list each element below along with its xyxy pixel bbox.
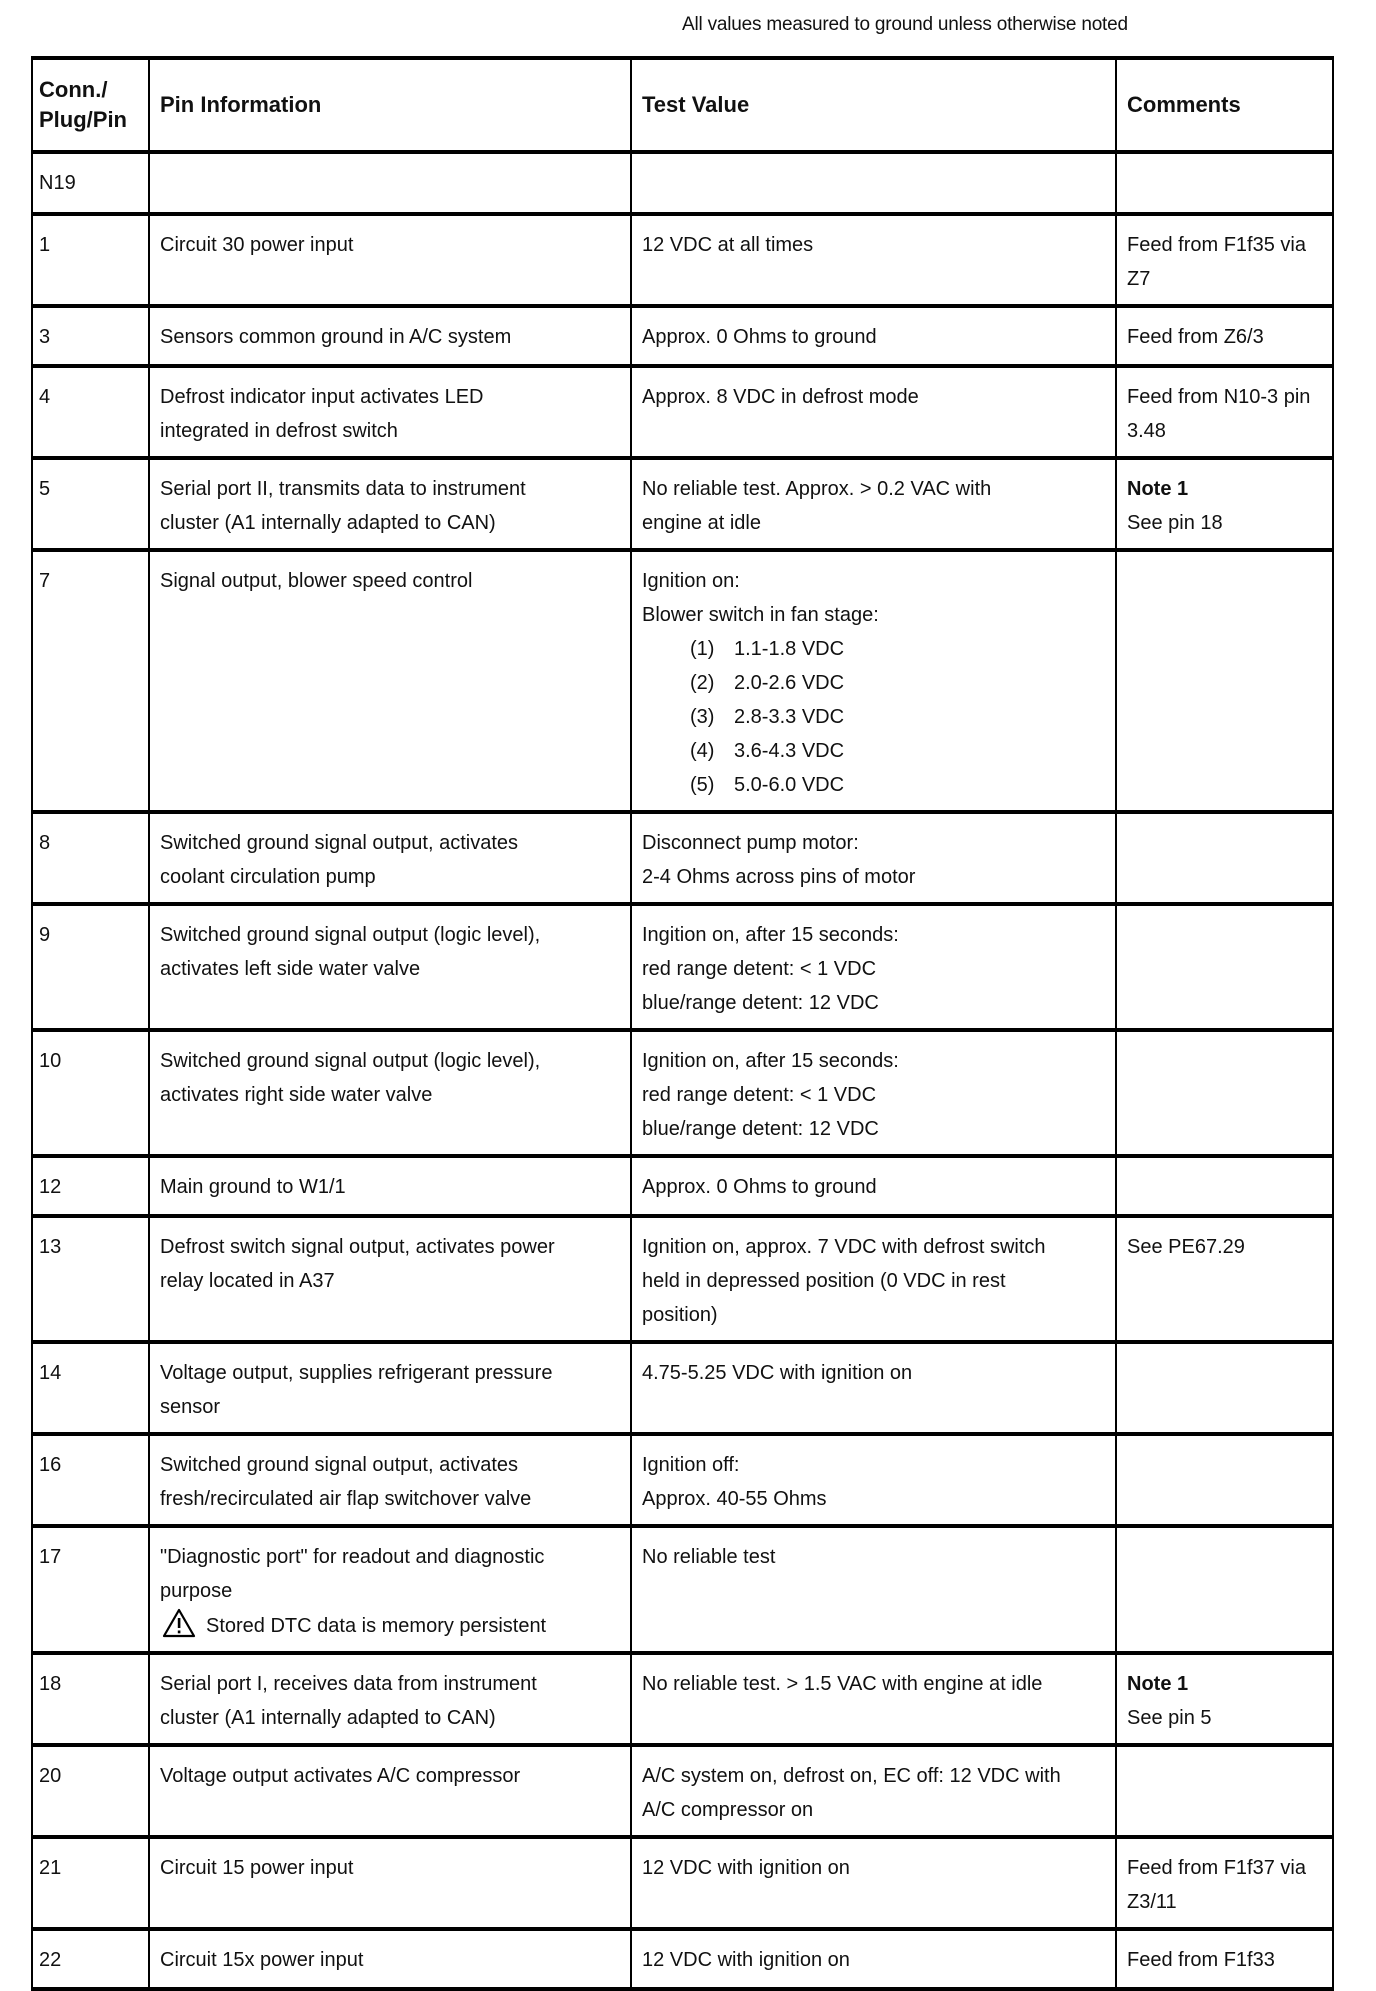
- comments: [1116, 306, 1333, 366]
- comments: [1116, 904, 1333, 1030]
- test-value-line: 4.75-5.25 VDC with ignition on: [642, 1362, 913, 1384]
- warning-note: [160, 1608, 620, 1643]
- pin-info-line: Serial port I, receives data from instrument: [160, 1673, 537, 1695]
- empty-cell: [1116, 152, 1333, 214]
- test-value-line: A/C compressor on: [642, 1799, 814, 1821]
- table-row: [32, 1216, 1333, 1342]
- note-reference: Note 1: [1127, 478, 1189, 500]
- table-row: [32, 1653, 1333, 1745]
- test-value: [631, 366, 1116, 458]
- pin-information: [149, 214, 631, 306]
- pin-information: [149, 550, 631, 812]
- test-value: [631, 812, 1116, 904]
- fan-stage: [642, 632, 1105, 666]
- test-value-line: No reliable test. Approx. > 0.2 VAC with: [642, 478, 992, 500]
- comments: [1116, 1653, 1333, 1745]
- comments: [1116, 1030, 1333, 1156]
- pin-info-line: Circuit 30 power input: [160, 234, 354, 256]
- test-value-line: Approx. 0 Ohms to ground: [642, 326, 877, 348]
- fan-stage-voltage: 3.6-4.3 VDC: [734, 740, 845, 762]
- pin-information: [149, 306, 631, 366]
- comments: [1116, 366, 1333, 458]
- table-row: [32, 550, 1333, 812]
- test-value-line: red range detent: < 1 VDC: [642, 1084, 877, 1106]
- pin-information: [149, 904, 631, 1030]
- pin-info-line: integrated in defrost switch: [160, 420, 398, 442]
- pin-information: [149, 1030, 631, 1156]
- fan-stage: [642, 700, 1105, 734]
- pin-information: [149, 1929, 631, 1989]
- table-row: [32, 812, 1333, 904]
- test-value-line: Ignition on:: [642, 570, 740, 592]
- header-conn-line-2: Plug/Pin: [39, 107, 127, 132]
- pin-info-line: relay located in A37: [160, 1270, 335, 1292]
- pin-number: 17: [32, 1526, 149, 1653]
- pin-info-line: Signal output, blower speed control: [160, 570, 473, 592]
- comment-line: Feed from N10-3 pin: [1127, 386, 1311, 408]
- pin-test-table: [31, 56, 1334, 1991]
- warning-triangle-icon: [160, 1615, 206, 1637]
- test-value-line: blue/range detent: 12 VDC: [642, 992, 879, 1014]
- pin-information: [149, 1745, 631, 1837]
- comment-line: Z7: [1127, 268, 1151, 290]
- test-value-line: Ignition on, after 15 seconds:: [642, 1050, 899, 1072]
- header-conn-line-1: Conn./: [39, 77, 108, 102]
- pin-info-line: Sensors common ground in A/C system: [160, 326, 512, 348]
- test-value-line: held in depressed position (0 VDC in rest: [642, 1270, 1006, 1292]
- table-row: [32, 1030, 1333, 1156]
- pin-info-line: Switched ground signal output (logic level),: [160, 1050, 541, 1072]
- fan-stage-number: (4): [690, 740, 715, 762]
- test-value: [631, 1030, 1116, 1156]
- fan-stage: [642, 666, 1105, 700]
- test-value: [631, 550, 1116, 812]
- test-value: [631, 306, 1116, 366]
- table-row: [32, 1526, 1333, 1653]
- comments: [1116, 812, 1333, 904]
- comment-line: Feed from Z6/3: [1127, 326, 1264, 348]
- connector-id: N19: [32, 152, 149, 214]
- pin-information: [149, 1434, 631, 1526]
- table-row: [32, 1156, 1333, 1216]
- pin-number: 9: [32, 904, 149, 1030]
- empty-cell: [631, 152, 1116, 214]
- comment-line: 3.48: [1127, 420, 1166, 442]
- test-value: [631, 904, 1116, 1030]
- pin-number: 12: [32, 1156, 149, 1216]
- pin-number: 22: [32, 1929, 149, 1989]
- header-comments: Comments: [1116, 58, 1333, 152]
- test-value-line: Approx. 8 VDC in defrost mode: [642, 386, 919, 408]
- pin-info-line: "Diagnostic port" for readout and diagnostic: [160, 1546, 545, 1568]
- pin-info-line: fresh/recirculated air flap switchover valve: [160, 1488, 532, 1510]
- comment-line: Z3/11: [1127, 1891, 1177, 1913]
- pin-number: 8: [32, 812, 149, 904]
- comment-line: See pin 5: [1127, 1707, 1212, 1729]
- test-value-line: engine at idle: [642, 512, 761, 534]
- test-value-line: Ignition off:: [642, 1454, 740, 1476]
- pin-info-line: Circuit 15 power input: [160, 1857, 354, 1879]
- pin-number: 16: [32, 1434, 149, 1526]
- pin-number: 20: [32, 1745, 149, 1837]
- pin-number: 5: [32, 458, 149, 550]
- pin-information: [149, 1837, 631, 1929]
- table-row: [32, 366, 1333, 458]
- pin-information: [149, 1216, 631, 1342]
- pin-number: 10: [32, 1030, 149, 1156]
- fan-stage-voltage: 2.0-2.6 VDC: [734, 672, 845, 694]
- test-value-line: blue/range detent: 12 VDC: [642, 1118, 879, 1140]
- pin-information: [149, 1653, 631, 1745]
- comments: [1116, 1342, 1333, 1434]
- fan-stage-number: (5): [690, 774, 715, 796]
- comment-line: See PE67.29: [1127, 1236, 1245, 1258]
- fan-stage-number: (3): [690, 706, 715, 728]
- fan-stage-number: (2): [690, 672, 715, 694]
- pin-info-line: purpose: [160, 1580, 233, 1602]
- comments: [1116, 1434, 1333, 1526]
- pin-info-line: Circuit 15x power input: [160, 1949, 364, 1971]
- test-value: [631, 1156, 1116, 1216]
- table-header-row: [32, 58, 1333, 152]
- test-value: [631, 1216, 1116, 1342]
- test-value: [631, 1745, 1116, 1837]
- comments: [1116, 1526, 1333, 1653]
- fan-stage: [642, 768, 1105, 802]
- pin-info-line: Switched ground signal output, activates: [160, 1454, 518, 1476]
- test-value: [631, 1929, 1116, 1989]
- comments: [1116, 458, 1333, 550]
- test-value-line: Approx. 0 Ohms to ground: [642, 1176, 877, 1198]
- test-value: [631, 1653, 1116, 1745]
- pin-info-line: activates left side water valve: [160, 958, 421, 980]
- test-value-line: 2-4 Ohms across pins of motor: [642, 866, 916, 888]
- measurement-note: All values measured to ground unless otherwise noted: [682, 14, 1128, 35]
- pin-number: 21: [32, 1837, 149, 1929]
- comments: [1116, 214, 1333, 306]
- test-value-line: 12 VDC at all times: [642, 234, 814, 256]
- pin-info-line: Switched ground signal output (logic level),: [160, 924, 541, 946]
- pin-info-line: Defrost switch signal output, activates power: [160, 1236, 555, 1258]
- comments: [1116, 1929, 1333, 1989]
- fan-stage-voltage: 1.1-1.8 VDC: [734, 638, 845, 660]
- test-value-line: Ignition on, approx. 7 VDC with defrost switch: [642, 1236, 1046, 1258]
- test-value-line: Ingition on, after 15 seconds:: [642, 924, 899, 946]
- fan-stage-voltage: 2.8-3.3 VDC: [734, 706, 845, 728]
- table-row: [32, 1929, 1333, 1989]
- table-row: [32, 1342, 1333, 1434]
- pin-number: 18: [32, 1653, 149, 1745]
- pin-information: [149, 1156, 631, 1216]
- pin-number: 1: [32, 214, 149, 306]
- pin-information: [149, 458, 631, 550]
- test-value-line: 12 VDC with ignition on: [642, 1857, 850, 1879]
- table-row: [32, 904, 1333, 1030]
- table-row: [32, 214, 1333, 306]
- test-value: [631, 458, 1116, 550]
- pin-number: 3: [32, 306, 149, 366]
- pin-info-line: coolant circulation pump: [160, 866, 376, 888]
- comments: [1116, 550, 1333, 812]
- comments: [1116, 1837, 1333, 1929]
- table-row: [32, 458, 1333, 550]
- empty-cell: [149, 152, 631, 214]
- test-value: [631, 1837, 1116, 1929]
- test-value-line: No reliable test: [642, 1546, 776, 1568]
- pin-info-line: Voltage output activates A/C compressor: [160, 1765, 521, 1787]
- comments: [1116, 1156, 1333, 1216]
- test-value-line: red range detent: < 1 VDC: [642, 958, 877, 980]
- pin-information: [149, 1526, 631, 1653]
- header-pin-information: Pin Information: [149, 58, 631, 152]
- table-row: [32, 306, 1333, 366]
- connector-row: [32, 152, 1333, 214]
- test-value-line: Approx. 40-55 Ohms: [642, 1488, 827, 1510]
- note-reference: Note 1: [1127, 1673, 1189, 1695]
- warning-text: Stored DTC data is memory persistent: [206, 1615, 547, 1637]
- table-row: [32, 1837, 1333, 1929]
- test-value-line: 12 VDC with ignition on: [642, 1949, 850, 1971]
- test-value-line: Disconnect pump motor:: [642, 832, 859, 854]
- comment-line: Feed from F1f35 via: [1127, 234, 1306, 256]
- comments: [1116, 1216, 1333, 1342]
- test-value: [631, 1434, 1116, 1526]
- table-row: [32, 1434, 1333, 1526]
- pin-info-line: cluster (A1 internally adapted to CAN): [160, 512, 496, 534]
- fan-stage: [642, 734, 1105, 768]
- test-value-line: position): [642, 1304, 718, 1326]
- pin-number: 4: [32, 366, 149, 458]
- comment-line: Feed from F1f33: [1127, 1949, 1275, 1971]
- pin-info-line: Defrost indicator input activates LED: [160, 386, 484, 408]
- header-test-value: Test Value: [631, 58, 1116, 152]
- test-value-line: A/C system on, defrost on, EC off: 12 VDC with: [642, 1765, 1061, 1787]
- fan-stage-number: (1): [690, 638, 715, 660]
- pin-info-line: Switched ground signal output, activates: [160, 832, 518, 854]
- comments: [1116, 1745, 1333, 1837]
- pin-information: [149, 812, 631, 904]
- fan-stage-voltage: 5.0-6.0 VDC: [734, 774, 845, 796]
- pin-information: [149, 1342, 631, 1434]
- pin-info-line: sensor: [160, 1396, 221, 1418]
- header-conn-plug-pin: [32, 58, 149, 152]
- pin-number: 14: [32, 1342, 149, 1434]
- comment-line: See pin 18: [1127, 512, 1223, 534]
- table-row: [32, 1745, 1333, 1837]
- pin-information: [149, 366, 631, 458]
- pin-info-line: Serial port II, transmits data to instrument: [160, 478, 526, 500]
- pin-info-line: activates right side water valve: [160, 1084, 433, 1106]
- pin-number: 7: [32, 550, 149, 812]
- test-value: [631, 1526, 1116, 1653]
- test-value: [631, 214, 1116, 306]
- pin-info-line: cluster (A1 internally adapted to CAN): [160, 1707, 496, 1729]
- pin-number: 13: [32, 1216, 149, 1342]
- test-value-line: Blower switch in fan stage:: [642, 604, 879, 626]
- test-value-line: No reliable test. > 1.5 VAC with engine at idle: [642, 1673, 1043, 1695]
- test-value: [631, 1342, 1116, 1434]
- comment-line: Feed from F1f37 via: [1127, 1857, 1306, 1879]
- pin-info-line: Voltage output, supplies refrigerant pressure: [160, 1362, 553, 1384]
- pin-info-line: Main ground to W1/1: [160, 1176, 346, 1198]
